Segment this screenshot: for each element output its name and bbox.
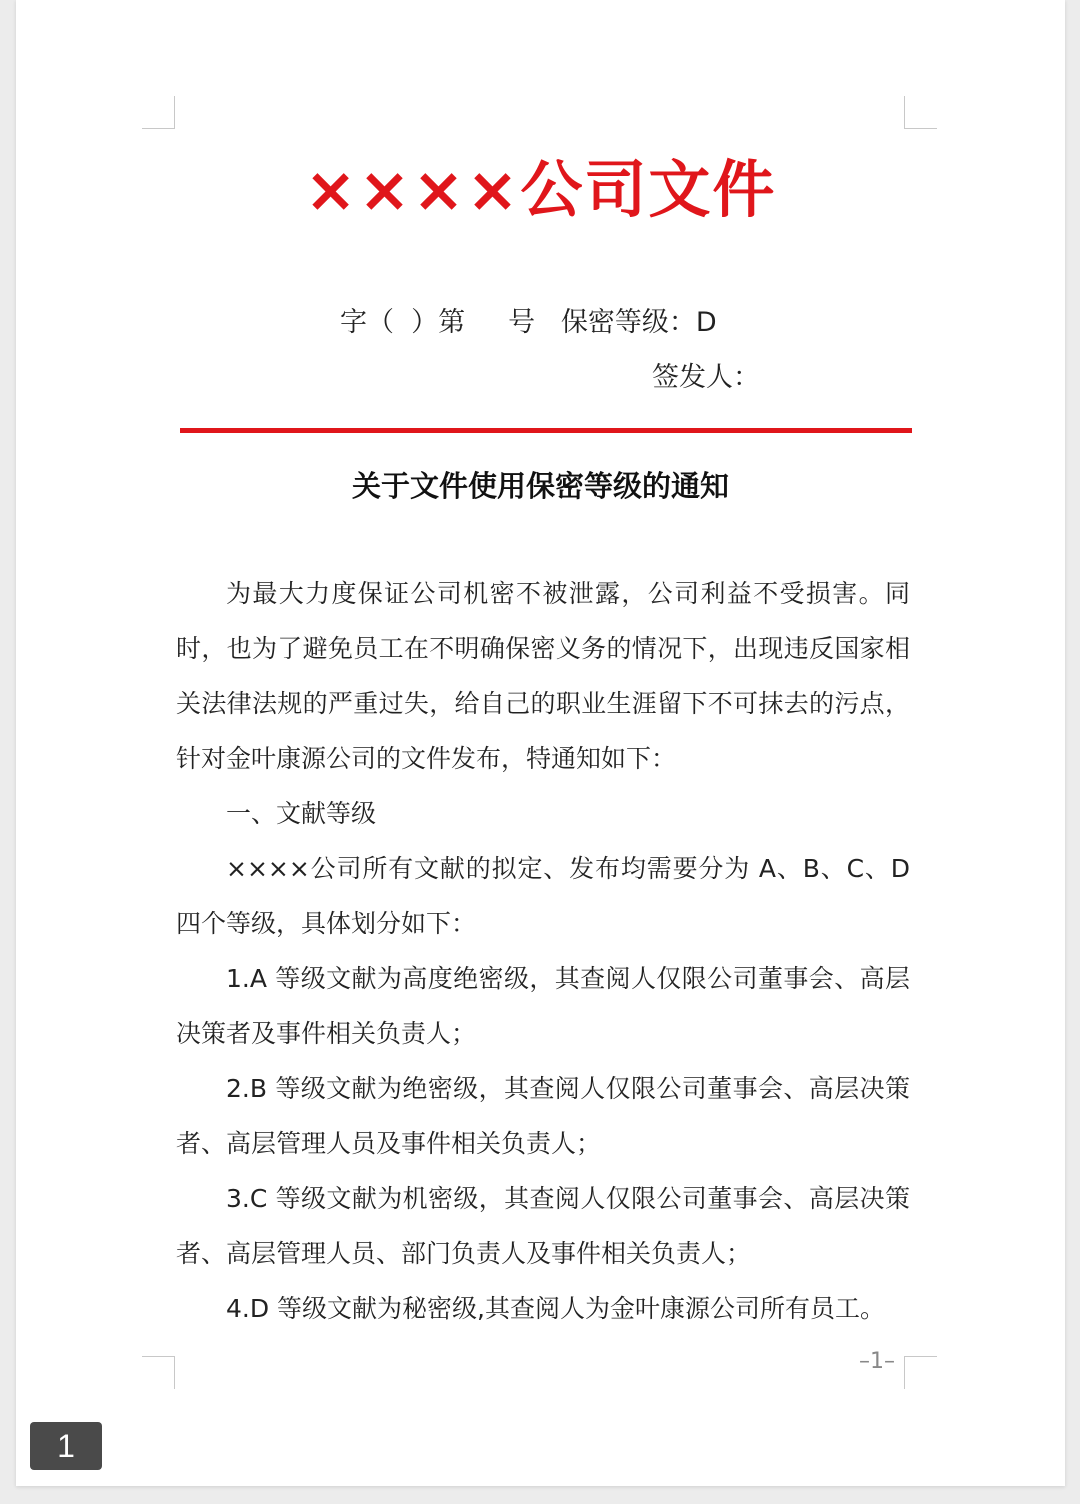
document-body bbox=[176, 566, 910, 1336]
document-number-and-secrecy-level: 字（ ）第 号 保密等级：D bbox=[340, 307, 717, 338]
crop-mark-bottom-left bbox=[142, 1356, 175, 1389]
notice-title: 关于文件使用保密等级的通知 bbox=[351, 469, 729, 503]
crop-mark-top-left bbox=[142, 96, 175, 129]
crop-mark-bottom-right bbox=[904, 1356, 937, 1389]
document-page bbox=[16, 0, 1065, 1486]
paragraph: 为最大力度保证公司机密不被泄露，公司利益不受损害。同时，也为了避免员工在不明确保密义务的情况下，出现违反国家相关法律法规的严重过失，给自己的职业生涯留下不可抹去的污点，针对金叶康源公司的文件发布，特通知如下： bbox=[176, 579, 910, 773]
document-red-header-title: ××××公司文件 bbox=[304, 153, 777, 226]
paragraph: ××××公司所有文献的拟定、发布均需要分为 A、B、C、D 四个等级，具体划分如下： bbox=[176, 854, 910, 938]
section-heading: 一、文献等级 bbox=[226, 799, 377, 828]
page-number: –1– bbox=[859, 1349, 895, 1374]
list-item: 1.A 等级文献为高度绝密级，其查阅人仅限公司董事会、高层决策者及事件相关负责人； bbox=[176, 964, 910, 1048]
list-item: 2.B 等级文献为绝密级，其查阅人仅限公司董事会、高层决策者、高层管理人员及事件相关负责人； bbox=[176, 1074, 910, 1158]
page-indicator-badge[interactable]: 1 bbox=[30, 1422, 102, 1470]
crop-mark-top-right bbox=[904, 96, 937, 129]
list-item: 3.C 等级文献为机密级，其查阅人仅限公司董事会、高层决策者、高层管理人员、部门负责人及事件相关负责人； bbox=[176, 1184, 910, 1268]
red-separator-line bbox=[180, 428, 912, 433]
list-item: 4.D 等级文献为秘密级,其查阅人为金叶康源公司所有员工。 bbox=[226, 1294, 885, 1323]
signer-label: 签发人： bbox=[652, 362, 760, 393]
